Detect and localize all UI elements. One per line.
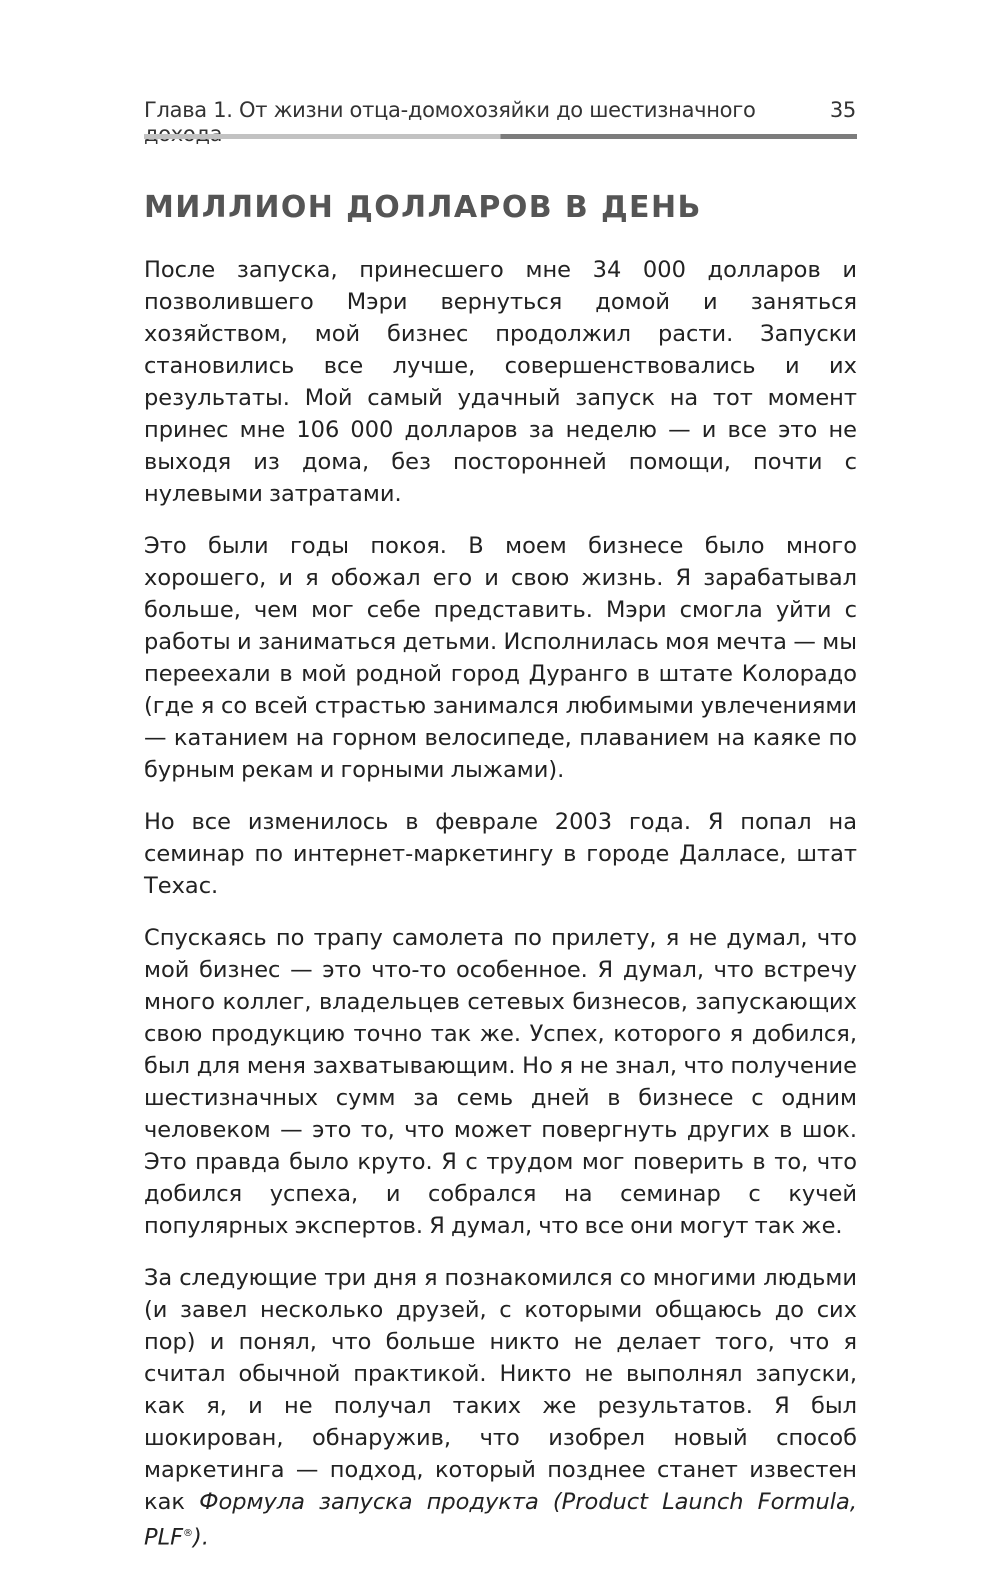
paragraph-1: После запуска, принесшего мне 34 000 долларов и позволившего Мэри вернуться домой и заняться хозяйством, мой бизнес продолжил расти. Запуски становились все лучше, совершенствовались и их результаты. Мой самый удачный запуск на тот момент принес мне 106 000 долларов за неделю — и все это не выходя из дома, без посторонней помощи, почти с нулевыми затратами. xyxy=(144,257,857,507)
plf-italic-title: Формула запуска продукта (Product Launch Formula, PLF xyxy=(144,1489,857,1551)
section-heading: МИЛЛИОН ДОЛЛАРОВ В ДЕНЬ xyxy=(144,190,702,225)
chapter-title: Глава 1. От жизни отца-домохозяйки до шестизначного xyxy=(144,98,756,122)
registered-mark: ® xyxy=(183,1528,194,1539)
paragraph-2: Это были годы покоя. В моем бизнесе было много хорошего, и я обожал его и свою жизнь. Я зарабатывал больше, чем мог себе представить. Мэри смогла уйти с работы и заниматься детьми. Исполнилась моя мечта — мы переехали в мой родной город Дуранго в штате Колорадо (где я со всей страстью занимался любимыми увлечениями — катанием на горном велосипеде, плаванием на каяке по бурным рекам и горными лыжами). xyxy=(144,533,857,783)
paragraph-3: Но все изменилось в феврале 2003 года. Я попал на семинар по интернет-маркетингу в городе Далласе, штат Техас. xyxy=(144,809,857,899)
paragraph-5 xyxy=(144,1262,857,1554)
paragraph-5-closing: ). xyxy=(193,1524,209,1551)
page-number: 35 xyxy=(829,98,856,122)
paragraph-5-text: За следующие три дня я познакомился со многими людьми (и завел несколько друзей, с которыми общаюсь до сих пор) и понял, что больше никто не делает того, что я считал обычной практикой. Никто не выполнял запуски, как я, и не получал таких же результатов. Я был шокирован, обнаружив, что изобрел новый способ маркетинга — подход, который позднее станет известен как xyxy=(144,1265,857,1515)
paragraph-4: Спускаясь по трапу самолета по прилету, я не думал, что мой бизнес — это что-то особенное. Я думал, что встречу много коллег, владельцев сетевых бизнесов, запускающих свою продукцию точно так же. Успех, которого я добился, был для меня захватывающим. Но я не знал, что получение шестизначных сумм за семь дней в бизнесе с одним человеком — это то, что может повергнуть других в шок. Это правда было круто. Я с трудом мог поверить в то, что добился успеха, и собрался на семинар с кучей популярных экспертов. Я думал, что все они могут так же. xyxy=(144,925,857,1239)
header-rule xyxy=(144,134,857,139)
body-text xyxy=(144,254,857,1574)
